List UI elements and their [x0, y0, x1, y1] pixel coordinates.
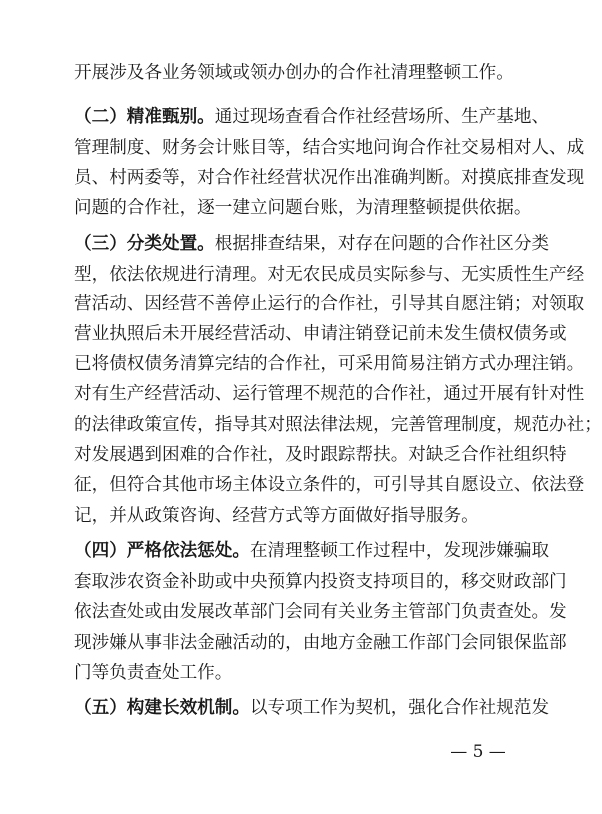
paragraph-line — [74, 167, 585, 189]
line-text: 营业执照后未开展经营活动、申请注销登记前未发生债权债务或 — [74, 324, 567, 344]
line-text: 现涉嫌从事非法金融活动的，由地方金融工作部门会同银保监部 — [74, 633, 567, 653]
line-text: 套取涉农资金补助或中央预算内投资支持项目的，移交财政部门 — [74, 572, 567, 592]
section-heading-line — [74, 106, 550, 128]
line-text: 型，依法依规进行清理。对无农民成员实际参与、无实质性生产经 — [74, 265, 585, 285]
paragraph-line — [74, 197, 532, 219]
line-text: 对有生产经营活动、运行管理不规范的合作社，通过开展有针对性 — [74, 384, 585, 404]
line-text: 已将债权债务清算完结的合作社，可采用简易注销方式办理注销。 — [74, 354, 585, 374]
paragraph-line — [74, 444, 567, 466]
paragraph-line — [74, 264, 585, 286]
paragraph-line — [74, 474, 585, 496]
line-text: 根据排查结果，对存在问题的合作社区分类 — [214, 234, 550, 254]
paragraph-line — [74, 293, 585, 315]
line-text: 问题的合作社，逐一建立问题台账，为清理整顿提供依据。 — [74, 198, 532, 218]
paragraph-line — [74, 137, 585, 159]
line-text: 的法律政策宣传，指导其对照法律法规，完善管理制度，规范办社； — [74, 415, 602, 435]
section-heading: （三）分类处置。 — [74, 234, 215, 254]
line-text: 记，并从政策咨询、经营方式等方面做好指导服务。 — [74, 506, 479, 526]
section-heading-line — [74, 540, 550, 562]
paragraph-line — [74, 323, 567, 345]
section-heading-line — [74, 697, 550, 719]
line-text: 员、村两委等，对合作社经营状况作出准确判断。对摸底排查发现 — [74, 168, 585, 188]
paragraph-line — [74, 571, 567, 593]
line-text: 以专项工作为契机，强化合作社规范发 — [249, 698, 550, 718]
line-text: 在清理整顿工作过程中，发现涉嫌骗取 — [249, 541, 550, 561]
paragraph-line — [74, 62, 514, 84]
section-heading: （五）构建长效机制。 — [74, 698, 250, 718]
paragraph-line — [74, 353, 585, 375]
section-heading-line — [74, 233, 550, 255]
paragraph-line — [74, 632, 567, 654]
paragraph-line — [74, 601, 567, 623]
line-text: 管理制度、财务会计账目等，结合实地问询合作社交易相对人、成 — [74, 138, 585, 158]
page-number: — 5 — — [450, 742, 506, 762]
section-heading: （四）严格依法惩处。 — [74, 541, 250, 561]
paragraph-line — [74, 414, 602, 436]
line-text: 营活动、因经营不善停止运行的合作社，引导其自愿注销；对领取 — [74, 294, 585, 314]
line-text: 对发展遇到困难的合作社，及时跟踪帮扶。对缺乏合作社组织特 — [74, 445, 567, 465]
line-text: 征，但符合其他市场主体设立条件的，可引导其自愿设立、依法登 — [74, 475, 585, 495]
paragraph-line — [74, 505, 514, 527]
section-heading: （二）精准甄别。 — [74, 107, 215, 127]
paragraph-line — [74, 383, 585, 405]
line-text: 开展涉及各业务领域或领办创办的合作社清理整顿工作。 — [74, 63, 514, 83]
line-text: 门等负责查处工作。 — [74, 663, 233, 683]
paragraph-line — [74, 662, 514, 684]
line-text: 依法查处或由发展改革部门会同有关业务主管部门负责查处。发 — [74, 602, 567, 622]
line-text: 通过现场查看合作社经营场所、生产基地、 — [214, 107, 550, 127]
